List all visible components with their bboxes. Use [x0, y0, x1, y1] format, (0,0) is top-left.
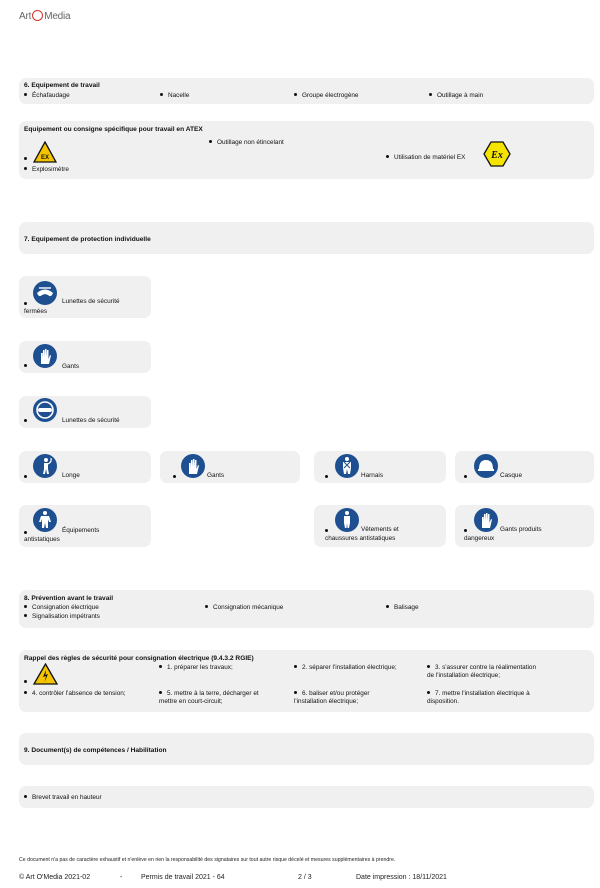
footer-copyright: © Art O'Media 2021-02 — [19, 874, 91, 881]
ex-atex-label: Ex — [491, 150, 503, 161]
list-item: Utilisation de matériel EX — [386, 154, 465, 162]
lanyard-icon — [33, 454, 57, 478]
section-competences-item — [19, 786, 594, 808]
list-item: Groupe électrogène — [294, 92, 359, 100]
list-item: Consignation mécanique — [205, 604, 283, 612]
ex-warning-label: EX — [40, 155, 50, 161]
bullet — [24, 475, 27, 478]
electric-warning-icon — [33, 663, 58, 685]
ppe-label: Lunettes de sécurité — [62, 298, 120, 305]
ppe-label: dangereux — [464, 535, 495, 542]
antistatic-clothing-icon — [335, 508, 359, 532]
ppe-label: Casque — [500, 472, 523, 479]
ex-warning-icon — [33, 141, 57, 163]
list-item: Signalisation impétrants — [24, 613, 100, 621]
list-item: Consignation électrique — [24, 604, 99, 612]
logo-ring-icon — [32, 10, 43, 21]
bullet — [464, 529, 467, 532]
bullet — [325, 475, 328, 478]
chemical-glove-icon — [474, 508, 498, 532]
rgie-step-cont: mettre en court-circuit; — [159, 698, 223, 705]
bullet — [325, 529, 328, 532]
ppe-label: Gants produits — [500, 526, 542, 533]
section-title: 6. Equipement de travail — [24, 82, 100, 89]
rgie-step: 3. s'assurer contre la réalimentation — [427, 664, 536, 672]
bullet — [173, 475, 176, 478]
ppe-label: Vêtements et — [361, 526, 399, 533]
section-title: 9. Document(s) de compétences / Habilitation — [24, 747, 167, 754]
ppe-label: antistatiques — [24, 536, 60, 543]
ppe-label: Longe — [62, 472, 80, 479]
rgie-step: 2. séparer l'installation électrique; — [294, 664, 397, 672]
ex-atex-icon — [483, 141, 511, 167]
glove-icon — [33, 344, 57, 368]
section-title: Equipement ou consigne spécifique pour travail en ATEX — [24, 126, 203, 133]
footer-print-date: Date impression : 18/11/2021 — [356, 874, 447, 881]
ppe-label: Équipements — [62, 527, 100, 534]
bullet — [24, 680, 27, 683]
rgie-step: 7. mettre l'installation électrique à — [427, 690, 530, 698]
ppe-label: Lunettes de sécurité — [62, 417, 120, 424]
list-item: Outillage non étincelant — [209, 139, 284, 147]
list-item: Nacelle — [160, 92, 189, 100]
list-item: Balisage — [386, 604, 419, 612]
footer-page: 2 / 3 — [298, 874, 312, 881]
ppe-label: Gants — [207, 472, 225, 479]
bullet — [24, 419, 27, 422]
logo-text-right: Media — [44, 11, 71, 22]
ppe-label: fermées — [24, 308, 48, 315]
bullet — [24, 364, 27, 367]
helmet-icon — [474, 454, 498, 478]
list-item: Brevet travail en hauteur — [24, 794, 102, 802]
disclaimer: Ce document n'a pas de caractère exhaustif et n'enlève en rien la responsabilité des signataires sur tout autre risque décelé et mesures supplémentaires à prendre. — [19, 857, 396, 863]
ppe-label: Gants — [62, 363, 80, 370]
rgie-step: 5. mettre à la terre, décharger et — [159, 690, 259, 698]
antistatic-suit-icon — [33, 508, 57, 532]
section-title: 7. Equipement de protection individuelle — [24, 236, 151, 243]
rgie-step: 6. baliser et/ou protéger — [294, 690, 370, 698]
logo-text-left: Art — [19, 11, 32, 22]
glove-icon — [181, 454, 205, 478]
section-title: Rappel des règles de sécurité pour consignation électrique (9.4.3.2 RGIE) — [24, 655, 254, 662]
rgie-step-cont: disposition. — [427, 698, 459, 705]
bullet — [24, 531, 27, 534]
section-title: 8. Prévention avant le travail — [24, 595, 114, 602]
rgie-step-cont: de l'installation électrique; — [427, 672, 500, 679]
footer-separator: - — [120, 874, 123, 881]
safety-glasses-icon — [33, 398, 57, 422]
section-equipement-travail — [19, 78, 594, 104]
list-item: Échafaudage — [24, 92, 70, 100]
goggles-icon — [33, 281, 57, 305]
bullet — [464, 475, 467, 478]
ppe-label: chaussures antistatiques — [325, 535, 396, 542]
bullet — [24, 302, 27, 305]
rgie-step-cont: l'installation électrique; — [294, 698, 359, 705]
footer-permit: Permis de travail 2021 - 64 — [141, 874, 225, 881]
company-logo — [19, 10, 70, 24]
list-item: Explosimètre — [24, 166, 69, 174]
harness-icon — [335, 454, 359, 478]
ppe-label: Harnais — [361, 472, 384, 479]
list-item: Outillage à main — [429, 92, 483, 100]
rgie-step: 4. contrôler l'absence de tension; — [24, 690, 126, 698]
bullet — [24, 157, 27, 160]
rgie-step: 1. préparer les travaux; — [159, 664, 233, 672]
